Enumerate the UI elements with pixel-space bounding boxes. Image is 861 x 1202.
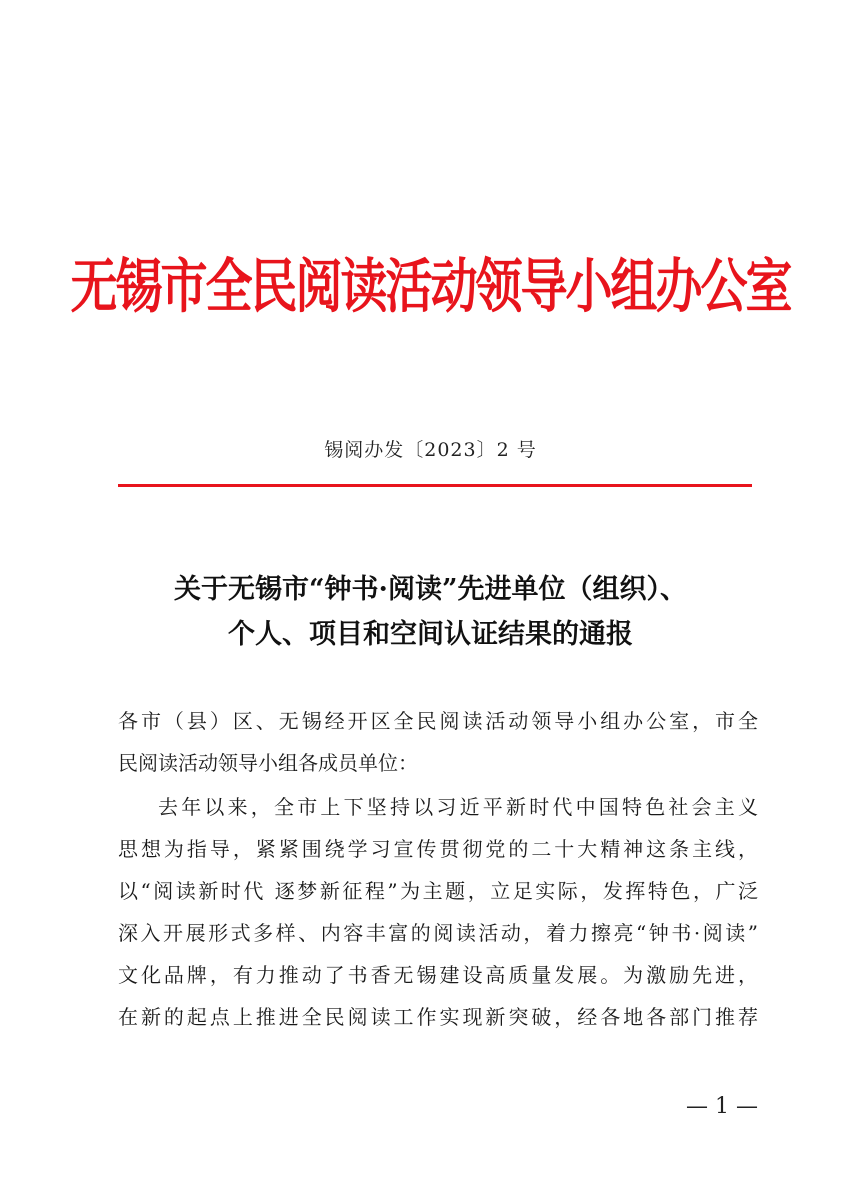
body-line: 各市（县）区、无锡经开区全民阅读活动领导小组办公室，市全 xyxy=(118,709,758,733)
document-title-line-1: 关于无锡市“钟书·阅读”先进单位（组织）、 xyxy=(174,574,687,605)
page-number: — 1 — xyxy=(686,1094,758,1119)
document-title-line-2: 个人、项目和空间认证结果的通报 xyxy=(228,619,633,650)
red-divider xyxy=(118,484,752,487)
body-line: 去年以来，全市上下坚持以习近平新时代中国特色社会主义 xyxy=(158,795,758,819)
body-line: 以“阅读新时代 逐梦新征程”为主题，立足实际，发挥特色，广泛 xyxy=(118,879,758,903)
body-line: 思想为指导，紧紧围绕学习宣传贯彻党的二十大精神这条主线， xyxy=(118,837,758,861)
document-number: 锡阅办发〔2023〕2 号 xyxy=(324,439,537,461)
body-line: 在新的起点上推进全民阅读工作实现新突破，经各地各部门推荐 xyxy=(118,1005,758,1029)
body-line: 民阅读活动领导小组各成员单位： xyxy=(118,751,418,775)
issuing-org-header: 无锡市全民阅读活动领导小组办公室 xyxy=(70,252,791,322)
body-line: 文化品牌，有力推动了书香无锡建设高质量发展。为激励先进， xyxy=(118,963,758,987)
body-line: 深入开展形式多样、内容丰富的阅读活动，着力擦亮“钟书·阅读” xyxy=(118,921,758,945)
